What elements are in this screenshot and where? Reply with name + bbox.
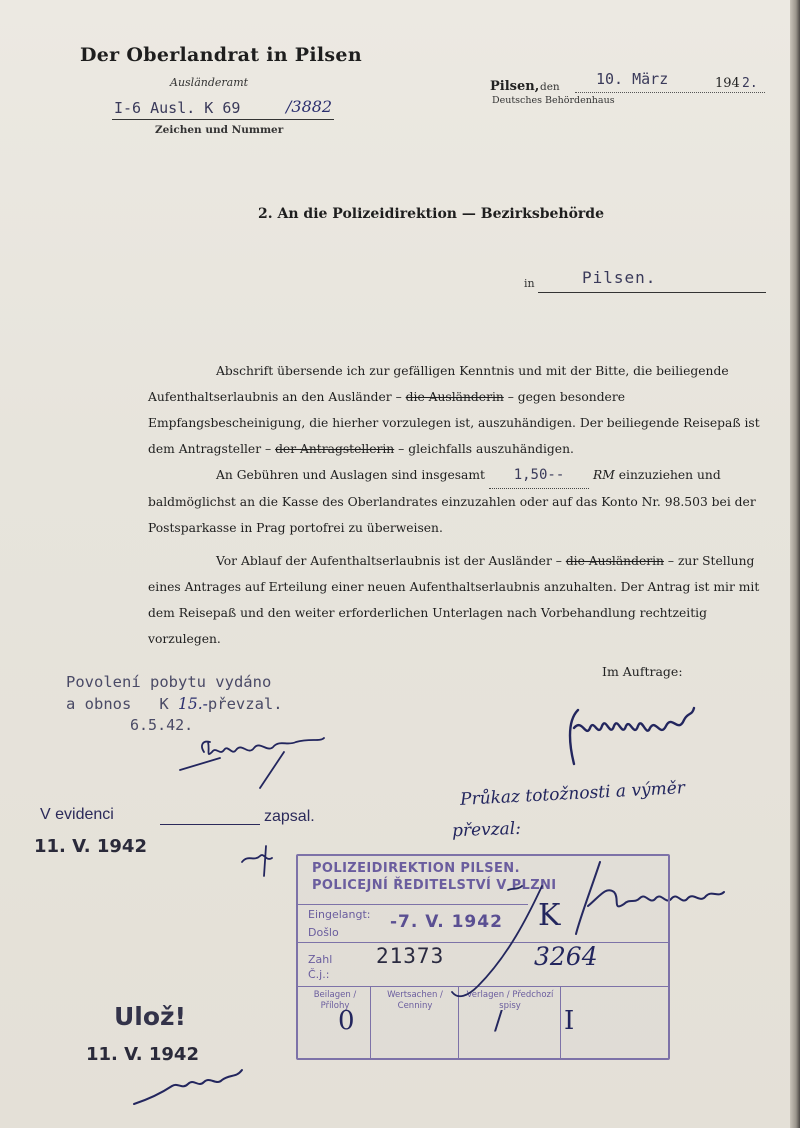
stamp-col-wertsachen: Wertsachen / Cenniny [387, 990, 443, 1011]
stamp-col-verlagen: Verlagen / Předchozí spisy [466, 990, 554, 1011]
p1-text-a: Abschrift übersende ich zur gefälligen Kenntnis und mit der Bitte, die beiliegende Aufenthaltserlaubnis an den Ausländer – [148, 364, 729, 404]
official-signature [560, 698, 710, 783]
stamp-mark-2: / [494, 1006, 503, 1036]
handwritten-receipt-line-2: převzal: [451, 818, 522, 842]
recipient-city: Pilsen. [582, 268, 657, 287]
evidence-underline [160, 824, 260, 825]
reference-handwritten: /3882 [286, 97, 333, 116]
stamp-zahl-label: Zahl [308, 953, 333, 966]
fee-amount: 1,50-- [513, 467, 565, 483]
p3-text-b: – zur Stellung eines Antrages auf Erteilung einer neuen Aufenthaltserlaubnis anzuhalten. Der Antrag ist mir mit dem Reisepaß und den weiter erforderlichen Unterlagen nach Vorbehandlung rechtzeitig vorzulegen. [148, 554, 760, 646]
handwritten-receipt-line-1: Průkaz totožnosti a výměr [459, 778, 686, 810]
p3-strike: die Ausländerin [565, 554, 664, 568]
czech-k: K [159, 695, 169, 713]
police-received-stamp [296, 854, 670, 1060]
paragraph-3 [148, 548, 766, 652]
stamp-heading-de: POLIZEIDIREKTION PILSEN. [312, 861, 520, 876]
czech-note-date: 6.5.42. [130, 716, 194, 734]
stamp-eingelangt-label: Eingelangt: [308, 908, 371, 921]
czech-line-2-b: převzal. [207, 695, 283, 713]
im-auftrage-label: Im Auftrage: [602, 664, 683, 679]
paper-edge [790, 0, 800, 1128]
p2-text-b: einzuziehen und baldmöglichst an die Kasse des Oberlandrates einzuzahlen oder auf das Konto Nr. 98.503 bei der Postsparkasse in Prag portofrei zu überweisen. [148, 468, 756, 535]
reference-typed: I-6 Ausl. K 69 [114, 99, 241, 117]
stamp-mark-3: I [564, 1006, 575, 1036]
stamp-k-mark: K [538, 898, 561, 933]
department-label: Ausländeramt [170, 76, 249, 89]
place-label: Pilsen, [490, 79, 540, 94]
p1-strike-1: die Ausländerin [405, 390, 504, 404]
stamp-column-divider-3 [560, 986, 561, 1058]
czech-line-1: Povolení pobytu vydáno [66, 673, 272, 691]
recipient-address: 2. An die Polizeidirektion — Bezirksbehörde [258, 206, 604, 222]
stamp-column-divider-1 [370, 986, 371, 1058]
zapsal-label: zapsal. [264, 808, 315, 825]
year-printed: 194 [715, 76, 740, 91]
paragraph-1 [148, 358, 766, 462]
p1-text-b: – gegen besondere Empfangsbescheinigung, die hierher vorzulegen ist, auszuhändigen. Der beiliegende Reisepaß ist dem Antragsteller – [148, 390, 760, 456]
stamp-overwrite-signature [438, 876, 561, 1020]
p3-text-a: Vor Ablauf der Aufenthaltserlaubnis ist der Ausländer – [216, 554, 566, 568]
currency-label: RM [592, 468, 615, 482]
receiver-signature [160, 722, 330, 817]
czech-line-2-a: a obnos [66, 695, 132, 713]
evidence-initials [236, 832, 296, 887]
evidence-date-stamp: 11. V. 1942 [34, 836, 147, 857]
year-typed: 2. [742, 76, 758, 91]
stamp-file-number: 21373 [376, 944, 445, 968]
stamp-cislo-label: Č.j.: [308, 968, 330, 981]
czech-issue-note [66, 671, 283, 715]
stamp-file-number-hand: 3264 [534, 942, 598, 971]
czech-line-2 [66, 693, 283, 715]
in-label: in [524, 277, 535, 290]
reference-caption: Zeichen und Nummer [155, 124, 284, 136]
uloz-stamp: Ulož! [114, 1002, 186, 1031]
authority-title: Der Oberlandrat in Pilsen [80, 44, 362, 66]
stamp-received-date: -7. V. 1942 [390, 912, 503, 932]
date-dotted-line [575, 92, 765, 93]
paragraph-2 [148, 462, 766, 541]
city-underline [538, 292, 766, 293]
stamp-doslo-label: Došlo [308, 926, 339, 939]
stamp-mark-1: 0 [338, 1006, 355, 1036]
p1-text-c: – gleichfalls auszuhändigen. [394, 442, 574, 456]
p2-text-a: An Gebühren und Auslagen sind insgesamt [216, 468, 485, 482]
stamp-heading-cz: POLICEJNÍ ŘEDITELSTVÍ V PLZNI [312, 878, 557, 893]
stamp-col-beilagen: Beilagen / Přílohy [313, 990, 357, 1011]
building-label: Deutsches Behördenhaus [492, 95, 615, 106]
p1-strike-2: der Antragstellerin [275, 442, 395, 456]
czech-amount: 15.- [178, 695, 208, 713]
date-typed: 10. März [596, 70, 669, 88]
uloz-signature [126, 1064, 256, 1119]
evidence-label: V evidenci [40, 806, 114, 823]
uloz-date-stamp: 11. V. 1942 [86, 1044, 199, 1065]
den-label: den [540, 81, 560, 93]
